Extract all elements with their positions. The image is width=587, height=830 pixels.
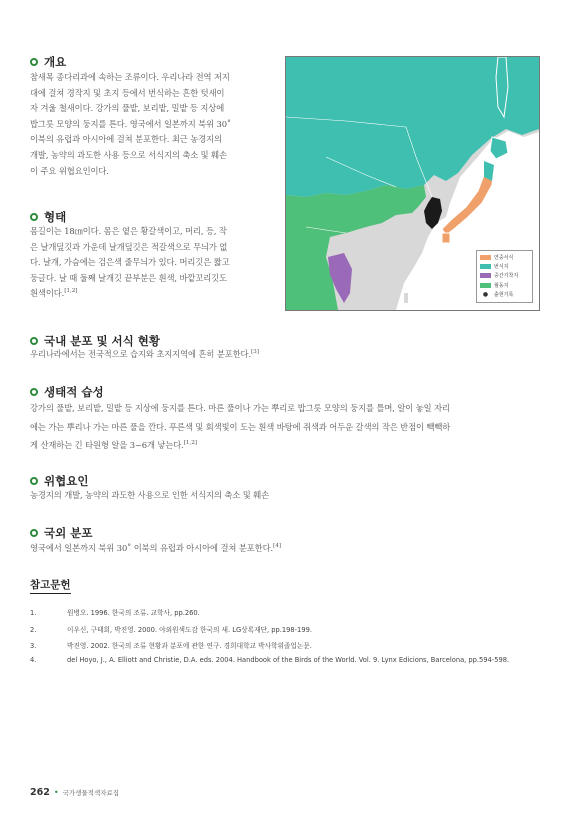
map-legend [476, 250, 533, 303]
text-line: 대에 걸쳐 경작지 및 초지 등에서 번식하는 흔한 텃새이 [30, 87, 225, 98]
section-header-overseas [30, 525, 92, 541]
circle-bullet-icon [30, 388, 38, 396]
section-header-ecology [30, 384, 104, 400]
dot-icon: ● [482, 290, 489, 298]
legend-swatch [480, 273, 491, 278]
legend-label: 연중서식 [494, 255, 514, 262]
legend-swatch [480, 264, 491, 269]
domestic-paragraph [30, 347, 557, 363]
section-title: 위협요인 [44, 474, 89, 488]
circle-bullet-icon [30, 529, 38, 537]
circle-bullet-icon [30, 213, 38, 221]
legend-item [480, 271, 529, 280]
text-line: 개발, 농약의 과도한 사용 등으로 서식지의 축소 및 훼손 [30, 149, 227, 160]
citation-superscript: [1,2] [183, 440, 197, 447]
reference-item [30, 607, 200, 617]
legend-label: 중간기착지 [494, 273, 519, 280]
reference-text: del Hoyo, J., A. Elliott and Christie, D.A. eds. 2004. Handbook of the Birds of the World. Vol. 9. Lynx Edicions, Barcelona, pp.594-598. [67, 656, 510, 664]
references-title: 참고문헌 [30, 577, 71, 594]
legend-swatch [480, 255, 491, 260]
text-line: 몸길이는 18㎝이다. 몸은 옅은 황갈색이고, 머리, 등, 작 [30, 226, 227, 236]
reference-item [30, 624, 312, 634]
citation-superscript: [3] [251, 349, 259, 356]
section-header-threats [30, 473, 88, 489]
reference-text: 박진영. 2002. 한국의 조류 현황과 분포에 관한 연구. 경희대학교 박사학위졸업논문. [67, 642, 312, 650]
text-line: 영국에서 일본까지 북위 30˚ 이북의 유럽과 아시아에 걸쳐 분포한다. [30, 543, 274, 553]
text-line: 농경지의 개발, 농약의 과도한 사용으로 인한 서식지의 축소 및 훼손 [30, 490, 270, 500]
text-line: 우리나라에서는 전국적으로 습지와 초지지역에 흔히 분포한다. [30, 349, 252, 359]
circle-bullet-icon [30, 58, 38, 66]
circle-bullet-icon [30, 337, 38, 345]
text-line: 밥그릇 모양의 둥지를 튼다. 영국에서 일본까지 북위 30˚ [30, 118, 231, 129]
text-line: 참새목 종다리과에 속하는 조류이다. 우리나라 전역 저지 [30, 72, 230, 82]
text-line: 자 겨울 철새이다. 강가의 풀밭, 보리밭, 밀밭 등 지상에 [30, 103, 225, 114]
legend-item [480, 290, 529, 299]
threats-paragraph [30, 488, 557, 504]
ecology-paragraph [30, 399, 557, 455]
overview-paragraph [30, 70, 274, 179]
legend-swatch [480, 283, 491, 288]
page-footer [30, 787, 119, 798]
text-line: 게 산재하는 긴 타원형 알을 3~6개 낳는다. [30, 440, 184, 450]
text-line: 이 주요 위협요인이다. [30, 165, 109, 176]
reference-item [30, 640, 312, 650]
taiwan-island [404, 293, 408, 303]
distribution-map [285, 56, 540, 311]
text-line: 에는 가는 뿌리나 가는 마른 풀을 깐다. 푸른색 및 회색빛이 도는 흰색 바탕에 쥐색과 어두운 갈색의 작은 반점이 빽빽하 [30, 421, 451, 432]
japan-kyushu [442, 233, 450, 243]
page-number: 262 [30, 787, 50, 798]
reference-item [30, 656, 509, 664]
book-title: 국가생물적색자료집 [62, 789, 120, 797]
form-paragraph [30, 224, 274, 302]
reference-text: 이우신, 구태회, 박진영. 2000. 야외원색도감 한국의 새. LG상록재단, pp.198-199. [67, 626, 312, 634]
text-line: 강가의 풀밭, 보리밭, 밀밭 등 지상에 둥지를 튼다. 마른 풀이나 가는 뿌리로 밥그릇 모양의 둥지를 틀며, 알이 놓일 자리 [30, 403, 450, 413]
circle-bullet-icon [30, 477, 38, 485]
text-line: 은 날개덮깃과 가운데 날개덮깃은 적갈색으로 무늬가 없 [30, 241, 228, 252]
reference-number: 4. [30, 656, 37, 664]
text-line: 둥글다. 날 때 둘째 날개깃 끝부분은 흰색, 바깥꼬리깃도 [30, 272, 227, 283]
citation-superscript: [1,2] [64, 288, 78, 295]
citation-superscript: [4] [273, 543, 281, 550]
legend-label: 출현기록 [494, 291, 514, 298]
section-header-overview [30, 54, 66, 70]
section-title: 국내 분포 및 서식 현황 [44, 334, 160, 348]
reference-number: 2. [30, 626, 37, 634]
legend-item [480, 262, 529, 271]
overseas-paragraph [30, 541, 557, 557]
text-line: 이북의 유럽과 아시아에 걸쳐 분포한다. 최근 농경지의 [30, 134, 222, 145]
legend-label: 번식지 [494, 264, 509, 271]
reference-number: 3. [30, 642, 37, 650]
reference-text: 원병오. 1996. 한국의 조류. 교학사, pp.260. [67, 609, 200, 617]
section-title: 개요 [44, 55, 67, 69]
text-line: 흰색이다. [30, 288, 65, 299]
legend-item [480, 253, 529, 262]
bullet-dot-icon: • [53, 788, 59, 797]
section-header-form [30, 209, 66, 225]
reference-number: 1. [30, 609, 37, 617]
section-title: 형태 [44, 210, 67, 224]
section-title: 생태적 습성 [44, 385, 104, 399]
legend-label: 월동지 [494, 282, 509, 289]
section-title: 국외 분포 [44, 526, 93, 540]
legend-item [480, 281, 529, 290]
text-line: 다. 날개, 가슴에는 검은색 줄무늬가 있다. 머리깃은 짧고 [30, 257, 230, 268]
